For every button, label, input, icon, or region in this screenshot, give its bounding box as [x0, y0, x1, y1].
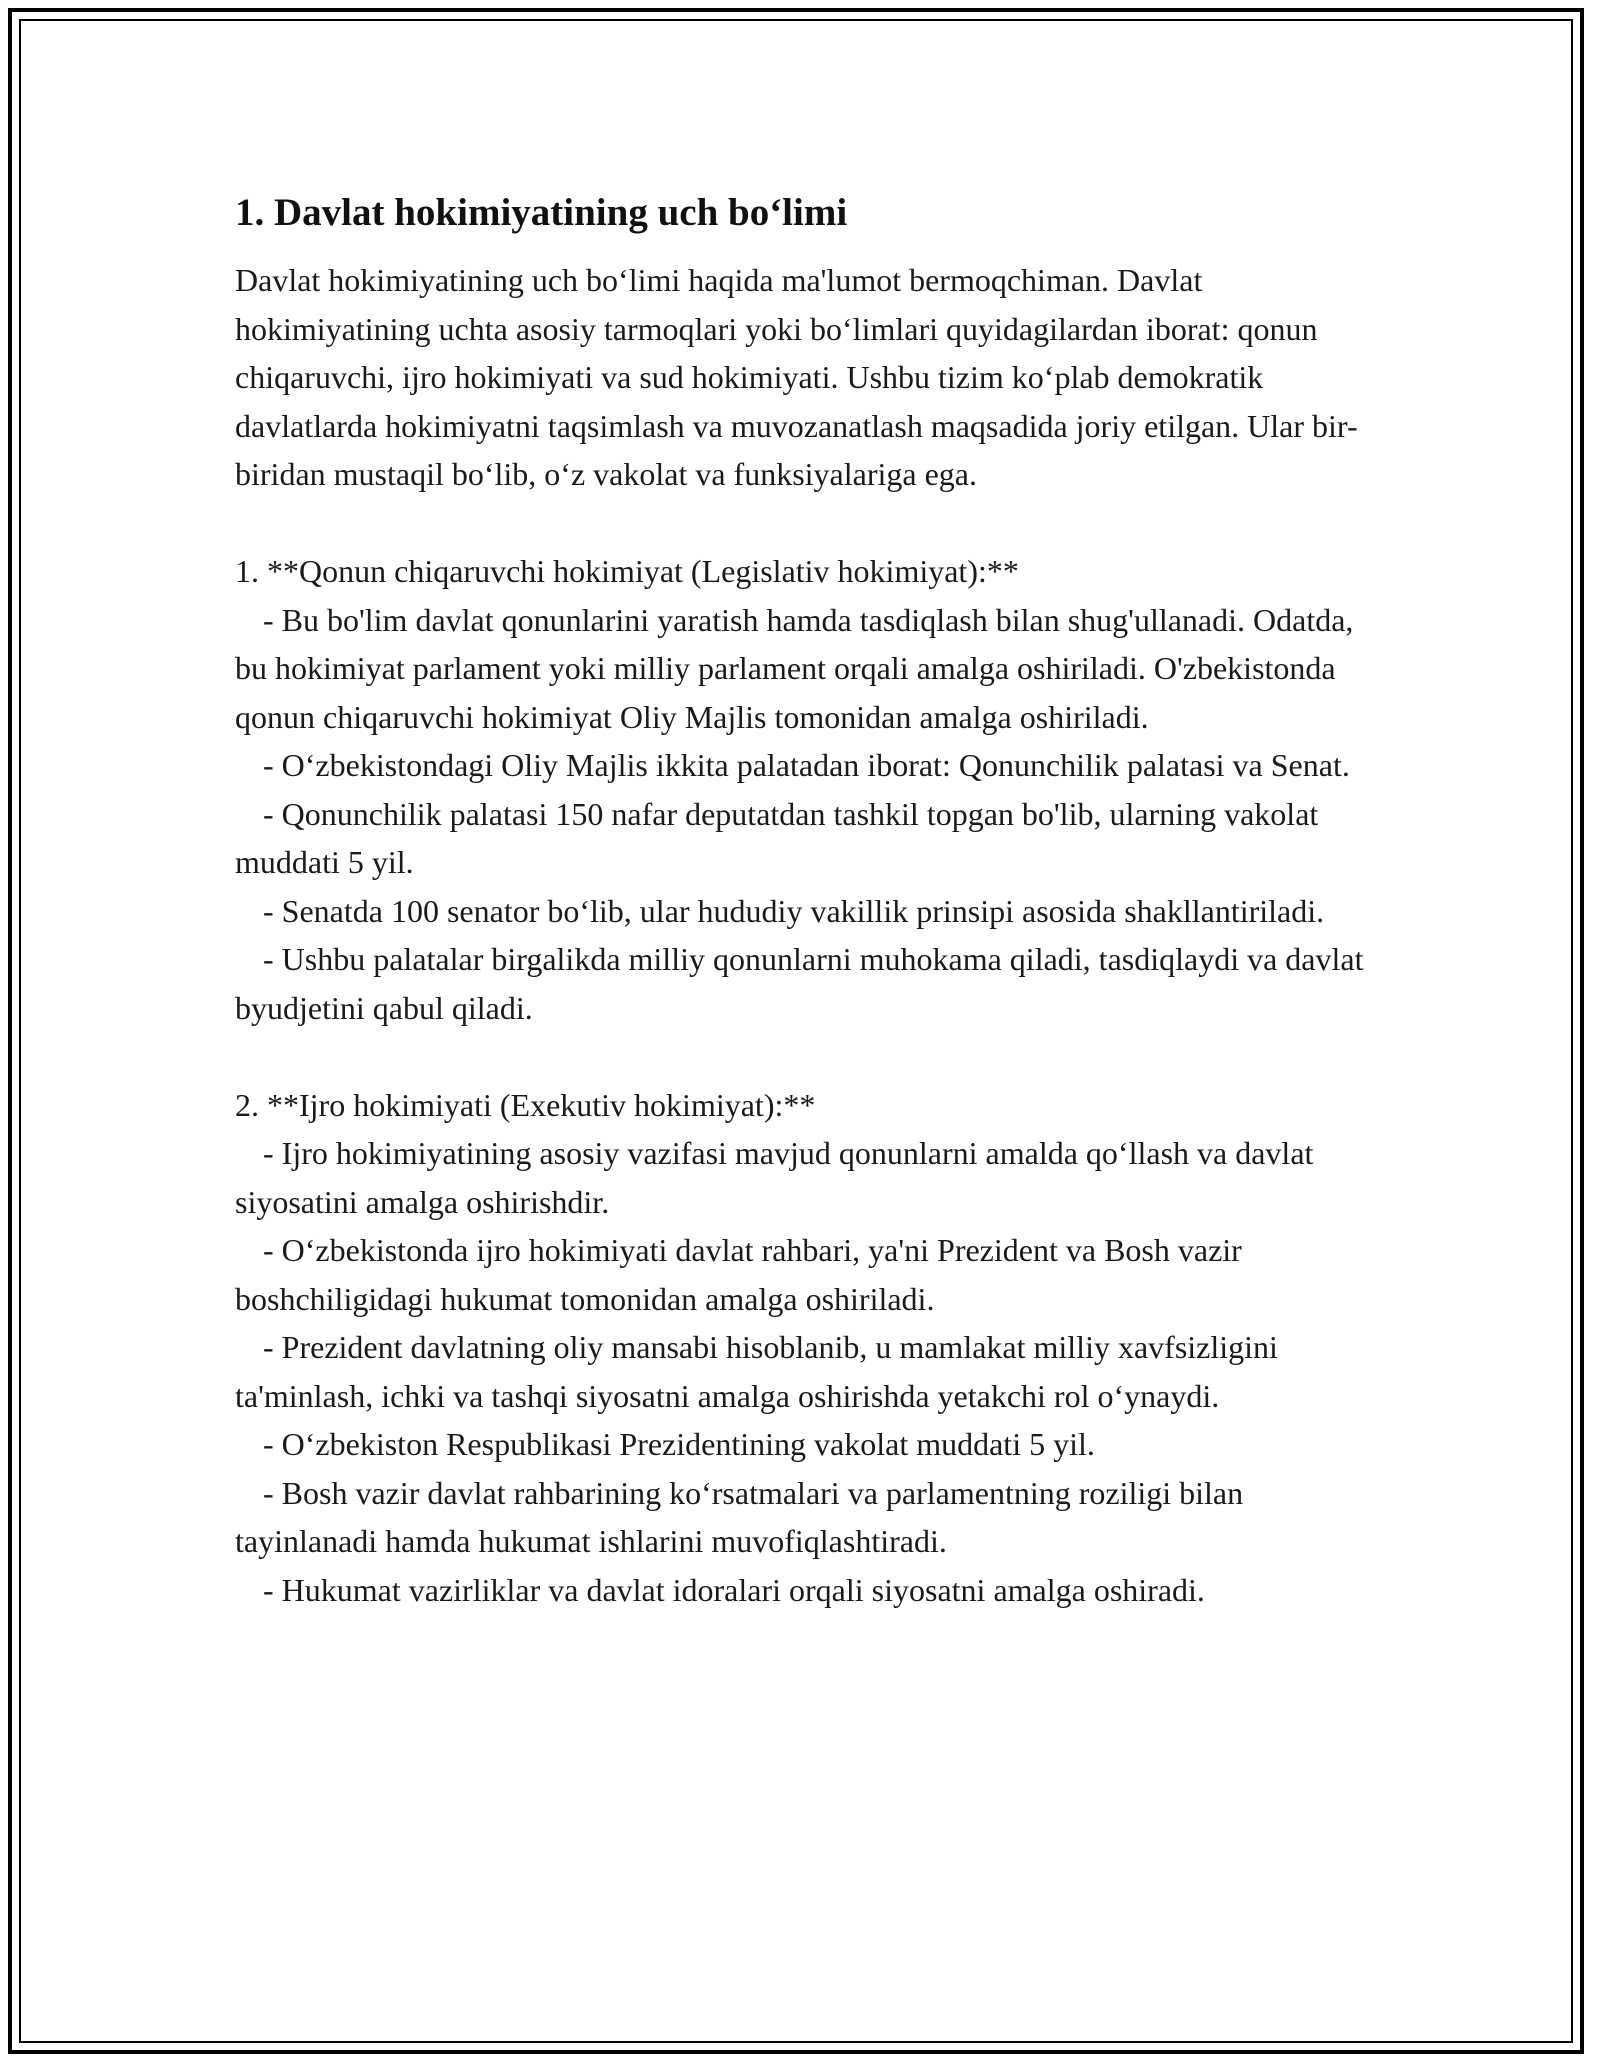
list-item: - Senatda 100 senator bo‘lib, ular hududiy vakillik prinsipi asosida shakllantiriladi. — [263, 892, 1325, 929]
section-executive — [235, 1081, 1375, 1615]
intro-paragraph: Davlat hokimiyatining uch bo‘limi haqida ma'lumot bermoqchiman. Davlat hokimiyatining uchta asosiy tarmoqlari yoki bo‘limlari quyidagilardan iborat: qonun chiqaruvchi, ijro hokimiyati va sud hokimiyati. Ushbu tizim ko‘plab demokratik davlatlarda hokimiyatni taqsimlash va muvozanatlash maqsadida joriy etilgan. Ular bir-biridan mustaqil bo‘lib, o‘z vakolat va funksiyalariga ega. — [235, 262, 1358, 492]
list-item: - Ijro hokimiyatining asosiy vazifasi mavjud qonunlarni amalda qo‘llash va davlat siyosatini amalga oshirishdir. — [235, 1135, 1314, 1220]
section-heading: 2. **Ijro hokimiyati (Exekutiv hokimiyat):** — [235, 1086, 816, 1123]
document-title: 1. Davlat hokimiyatining uch bo‘limi — [235, 191, 848, 234]
list-item: - O‘zbekiston Respublikasi Prezidentining vakolat muddati 5 yil. — [263, 1426, 1095, 1462]
list-item: - Hukumat vazirliklar va davlat idoralari orqali siyosatni amalga oshiradi. — [263, 1571, 1205, 1608]
list-item: - Ushbu palatalar birgalikda milliy qonunlarni muhokama qiladi, tasdiqlaydi va davlat byudjetini qabul qiladi. — [235, 941, 1364, 1026]
list-item: - Bosh vazir davlat rahbarining ko‘rsatmalari va parlamentning roziligi bilan tayinlanadi hamda hukumat ishlarini muvofiqlashtiradi. — [235, 1474, 1244, 1559]
list-item: - O‘zbekistonda ijro hokimiyati davlat rahbari, ya'ni Prezident va Bosh vazir boshchiligidagi hukumat tomonidan amalga oshiriladi. — [235, 1232, 1242, 1317]
list-item: - Prezident davlatning oliy mansabi hisoblanib, u mamlakat milliy xavfsizligini ta'minlash, ichki va tashqi siyosatni amalga oshirishda yetakchi rol o‘ynaydi. — [235, 1329, 1278, 1414]
document-body — [235, 182, 1375, 1614]
list-item: - O‘zbekistondagi Oliy Majlis ikkita palatadan iborat: Qonunchilik palatasi va Senat. — [263, 747, 1350, 783]
list-item: - Bu bo'lim davlat qonunlarini yaratish hamda tasdiqlash bilan shug'ullanadi. Odatda, bu hokimiyat parlament yoki milliy parlament orqali amalga oshiriladi. O'zbekistonda qonun chiqaruvchi hokimiyat Oliy Majlis tomonidan amalga oshiriladi. — [235, 601, 1354, 735]
section-heading: 1. **Qonun chiqaruvchi hokimiyat (Legislativ hokimiyat):** — [235, 553, 1019, 589]
section-legislative — [235, 547, 1375, 1032]
list-item: - Qonunchilik palatasi 150 nafar deputatdan tashkil topgan bo'lib, ularning vakolat muddati 5 yil. — [235, 795, 1319, 880]
